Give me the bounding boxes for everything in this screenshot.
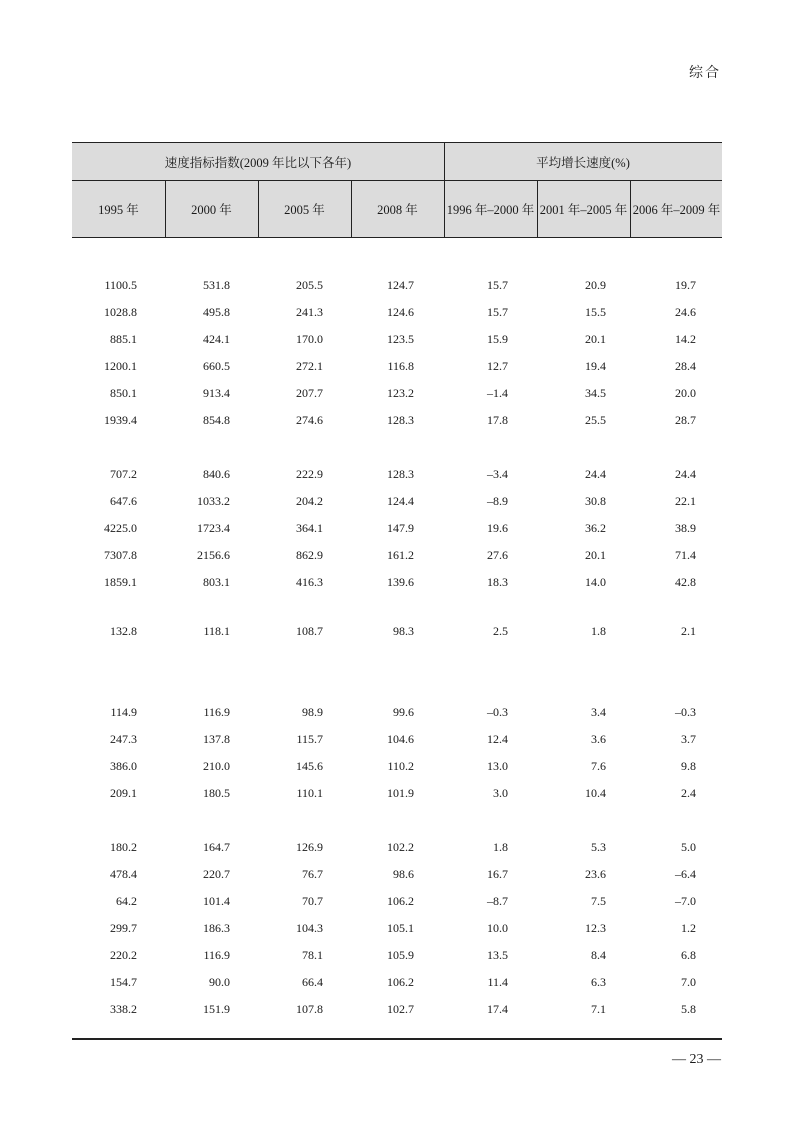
table-cell: 128.3 <box>387 413 414 427</box>
table-cell: 108.7 <box>296 624 323 638</box>
table-cell: 20.1 <box>585 548 606 562</box>
table-cell: 531.8 <box>203 278 230 292</box>
table-cell: 416.3 <box>296 575 323 589</box>
table-cell: 20.1 <box>585 332 606 346</box>
table-cell: 145.6 <box>296 759 323 773</box>
table-cell: 10.0 <box>487 921 508 935</box>
table-cell: 241.3 <box>296 305 323 319</box>
table-cell: 15.7 <box>487 305 508 319</box>
table-cell: 115.7 <box>296 732 323 746</box>
table-cell: 17.4 <box>487 1002 508 1016</box>
table-cell: 24.4 <box>585 467 606 481</box>
table-cell: 6.3 <box>591 975 606 989</box>
table-cell: 147.9 <box>387 521 414 535</box>
table-cell: –6.4 <box>675 867 696 881</box>
table-cell: 386.0 <box>110 759 137 773</box>
table-cell: 30.8 <box>585 494 606 508</box>
table-cell: 850.1 <box>110 386 137 400</box>
table-cell: 6.8 <box>681 948 696 962</box>
table-cell: 7.1 <box>591 1002 606 1016</box>
table-cell: 12.3 <box>585 921 606 935</box>
table-cell: 1100.5 <box>104 278 137 292</box>
table-cell: 24.4 <box>675 467 696 481</box>
table-cell: 15.5 <box>585 305 606 319</box>
table-cell: 885.1 <box>110 332 137 346</box>
table-cell: 124.7 <box>387 278 414 292</box>
table-cell: 101.9 <box>387 786 414 800</box>
table-cell: 209.1 <box>110 786 137 800</box>
table-cell: 107.8 <box>296 1002 323 1016</box>
table-cell: 913.4 <box>203 386 230 400</box>
table-cell: –0.3 <box>487 705 508 719</box>
table-cell: 1200.1 <box>104 359 137 373</box>
table-cell: 1028.8 <box>104 305 137 319</box>
table-cell: 272.1 <box>296 359 323 373</box>
table-cell: 106.2 <box>387 975 414 989</box>
table-cell: 11.4 <box>487 975 508 989</box>
table-cell: 14.0 <box>585 575 606 589</box>
column-header: 2000 年 <box>191 203 232 217</box>
table-cell: 299.7 <box>110 921 137 935</box>
table-cell: 2156.6 <box>197 548 230 562</box>
table-cell: 1859.1 <box>104 575 137 589</box>
table-cell: 104.6 <box>387 732 414 746</box>
header-group-speed-index: 速度指标指数(2009 年比以下各年) <box>164 155 352 170</box>
table-cell: 12.4 <box>487 732 508 746</box>
table-cell: 3.7 <box>681 732 696 746</box>
column-separator <box>165 181 166 237</box>
table-cell: 3.0 <box>493 786 508 800</box>
table-cell: 105.1 <box>387 921 414 935</box>
table-cell: 98.9 <box>302 705 323 719</box>
table-cell: 222.9 <box>296 467 323 481</box>
table-cell: 123.5 <box>387 332 414 346</box>
table-cell: 132.8 <box>110 624 137 638</box>
table-cell: 17.8 <box>487 413 508 427</box>
column-header: 2001 年–2005 年 <box>539 203 628 217</box>
table-cell: 15.7 <box>487 278 508 292</box>
table-cell: 110.1 <box>296 786 323 800</box>
column-header: 2008 年 <box>377 203 418 217</box>
table-cell: 338.2 <box>110 1002 137 1016</box>
table-cell: 38.9 <box>675 521 696 535</box>
table-cell: –8.9 <box>487 494 508 508</box>
table-cell: 34.5 <box>585 386 606 400</box>
table-cell: –1.4 <box>487 386 508 400</box>
table-cell: 205.5 <box>296 278 323 292</box>
table-cell: 14.2 <box>675 332 696 346</box>
table-cell: 1.8 <box>591 624 606 638</box>
table-cell: 1033.2 <box>197 494 230 508</box>
table-cell: 164.7 <box>203 840 230 854</box>
table-cell: 116.9 <box>203 705 230 719</box>
table-cell: 116.8 <box>387 359 414 373</box>
table-cell: 13.5 <box>487 948 508 962</box>
table-cell: 98.6 <box>393 867 414 881</box>
table-cell: 70.7 <box>302 894 323 908</box>
table-cell: 5.3 <box>591 840 606 854</box>
column-separator <box>444 181 445 237</box>
table-cell: 139.6 <box>387 575 414 589</box>
table-cell: 1723.4 <box>197 521 230 535</box>
table-cell: 154.7 <box>110 975 137 989</box>
page-number: — 23 — <box>672 1052 721 1067</box>
table-cell: 99.6 <box>393 705 414 719</box>
table-cell: 207.7 <box>296 386 323 400</box>
table-cell: 36.2 <box>585 521 606 535</box>
table-cell: 5.0 <box>681 840 696 854</box>
table-cell: 23.6 <box>585 867 606 881</box>
table-cell: 25.5 <box>585 413 606 427</box>
table-cell: 186.3 <box>203 921 230 935</box>
table-cell: 220.7 <box>203 867 230 881</box>
table-cell: 22.1 <box>675 494 696 508</box>
column-header: 2006 年–2009 年 <box>632 203 721 217</box>
table-cell: 90.0 <box>209 975 230 989</box>
column-header: 1995 年 <box>98 203 139 217</box>
table-cell: 13.0 <box>487 759 508 773</box>
header-group-average-growth: 平均增长速度(%) <box>536 155 630 170</box>
table-cell: 364.1 <box>296 521 323 535</box>
table-cell: 9.8 <box>681 759 696 773</box>
table-cell: 1.8 <box>493 840 508 854</box>
table-cell: 862.9 <box>296 548 323 562</box>
column-separator <box>630 181 631 237</box>
table-cell: –7.0 <box>675 894 696 908</box>
table-cell: 102.7 <box>387 1002 414 1016</box>
table-cell: 3.4 <box>591 705 606 719</box>
table-cell: 854.8 <box>203 413 230 427</box>
table-cell: 18.3 <box>487 575 508 589</box>
column-separator <box>537 181 538 237</box>
table-cell: 707.2 <box>110 467 137 481</box>
table-cell: 24.6 <box>675 305 696 319</box>
table-cell: 495.8 <box>203 305 230 319</box>
table-cell: 1.2 <box>681 921 696 935</box>
table-cell: 7307.8 <box>104 548 137 562</box>
table-cell: 106.2 <box>387 894 414 908</box>
table-cell: 10.4 <box>585 786 606 800</box>
table-cell: 151.9 <box>203 1002 230 1016</box>
table-cell: 124.6 <box>387 305 414 319</box>
column-separator <box>351 181 352 237</box>
bottom-rule <box>72 1038 722 1040</box>
table-cell: 5.8 <box>681 1002 696 1016</box>
table-cell: 104.3 <box>296 921 323 935</box>
table-cell: 3.6 <box>591 732 606 746</box>
table-cell: 220.2 <box>110 948 137 962</box>
table-cell: 424.1 <box>203 332 230 346</box>
table-cell: –3.4 <box>487 467 508 481</box>
table-cell: 114.9 <box>110 705 137 719</box>
section-tag: 综合 <box>689 66 721 81</box>
table-cell: 27.6 <box>487 548 508 562</box>
table-cell: 128.3 <box>387 467 414 481</box>
column-header: 2005 年 <box>284 203 325 217</box>
column-separator <box>258 181 259 237</box>
table-cell: 126.9 <box>296 840 323 854</box>
table-cell: 180.2 <box>110 840 137 854</box>
table-cell: 180.5 <box>203 786 230 800</box>
table-cell: 247.3 <box>110 732 137 746</box>
table-cell: 137.8 <box>203 732 230 746</box>
column-header: 1996 年–2000 年 <box>446 203 535 217</box>
table-cell: 76.7 <box>302 867 323 881</box>
table-cell: 78.1 <box>302 948 323 962</box>
table-cell: 2.4 <box>681 786 696 800</box>
table-cell: 1939.4 <box>104 413 137 427</box>
table-cell: 28.7 <box>675 413 696 427</box>
table-cell: 274.6 <box>296 413 323 427</box>
table-cell: 110.2 <box>387 759 414 773</box>
table-cell: 64.2 <box>116 894 137 908</box>
table-cell: 15.9 <box>487 332 508 346</box>
table-cell: 840.6 <box>203 467 230 481</box>
table-cell: 28.4 <box>675 359 696 373</box>
table-cell: 2.1 <box>681 624 696 638</box>
table-cell: 116.9 <box>203 948 230 962</box>
table-cell: 19.6 <box>487 521 508 535</box>
table-cell: 7.0 <box>681 975 696 989</box>
table-cell: 8.4 <box>591 948 606 962</box>
table-cell: 20.0 <box>675 386 696 400</box>
table-cell: 12.7 <box>487 359 508 373</box>
table-cell: 102.2 <box>387 840 414 854</box>
table-cell: 19.7 <box>675 278 696 292</box>
table-cell: 7.6 <box>591 759 606 773</box>
table-cell: 124.4 <box>387 494 414 508</box>
table-cell: 4225.0 <box>104 521 137 535</box>
table-cell: 7.5 <box>591 894 606 908</box>
table-cell: 19.4 <box>585 359 606 373</box>
table-cell: 647.6 <box>110 494 137 508</box>
table-cell: 101.4 <box>203 894 230 908</box>
table-cell: 161.2 <box>387 548 414 562</box>
table-cell: 66.4 <box>302 975 323 989</box>
table-cell: 803.1 <box>203 575 230 589</box>
table-cell: 660.5 <box>203 359 230 373</box>
table-cell: 98.3 <box>393 624 414 638</box>
table-cell: 105.9 <box>387 948 414 962</box>
table-cell: –8.7 <box>487 894 508 908</box>
table-cell: 20.9 <box>585 278 606 292</box>
table-cell: 210.0 <box>203 759 230 773</box>
table-cell: 123.2 <box>387 386 414 400</box>
table-cell: 170.0 <box>296 332 323 346</box>
table-cell: 2.5 <box>493 624 508 638</box>
table-cell: –0.3 <box>675 705 696 719</box>
table-cell: 42.8 <box>675 575 696 589</box>
table-cell: 16.7 <box>487 867 508 881</box>
table-cell: 478.4 <box>110 867 137 881</box>
table-cell: 118.1 <box>203 624 230 638</box>
table-cell: 204.2 <box>296 494 323 508</box>
table-cell: 71.4 <box>675 548 696 562</box>
